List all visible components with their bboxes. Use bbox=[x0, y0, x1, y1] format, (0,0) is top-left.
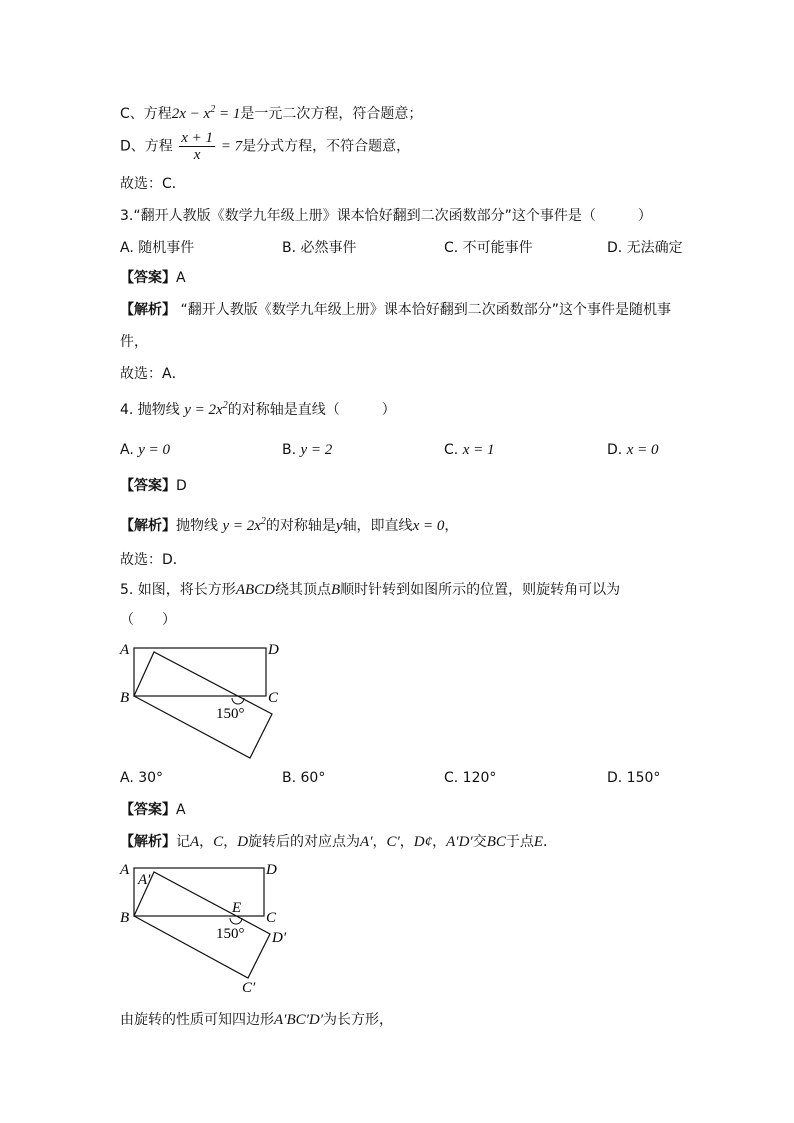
label-a: A bbox=[120, 862, 130, 878]
answer-5: 【答案】A bbox=[120, 802, 186, 818]
label-a: A bbox=[120, 642, 130, 658]
label-b: B bbox=[120, 690, 130, 706]
explanation-5: 【解析】记A，C，D旋转后的对应点为A′，C′，D¢，A′D′交BC于点E． bbox=[120, 834, 558, 850]
q4-option-d: D. x = 0 bbox=[607, 442, 659, 458]
select-answer-4: 故选：D． bbox=[120, 552, 187, 568]
text: 是一元二次方程，符合题意； bbox=[240, 106, 423, 122]
question-5: 5. 如图，将长方形ABCD绕其顶点B顺时针转到如图所示的位置，则旋转角可以为 bbox=[120, 582, 621, 598]
label-a-prime: A′ bbox=[138, 872, 151, 888]
select-answer-3: 故选：A． bbox=[120, 366, 186, 382]
q5-option-c: C. 120° bbox=[444, 770, 497, 786]
angle-arc bbox=[230, 918, 242, 924]
rectangle-abcd bbox=[134, 868, 264, 916]
text: 是分式方程，不符合题意， bbox=[242, 138, 411, 155]
fraction: $\frac{x + 1}{x}$ bbox=[181, 130, 214, 163]
q3-option-d: D. 无法确定 bbox=[607, 240, 683, 256]
equation-rhs: = 7 bbox=[217, 138, 243, 155]
figure-rotated-rectangle bbox=[112, 636, 292, 766]
angle-label: 150° bbox=[216, 706, 245, 722]
label-b: B bbox=[120, 910, 130, 926]
label-d-prime: D′ bbox=[272, 930, 287, 946]
q5-option-d: D. 150° bbox=[607, 770, 661, 786]
label-e: E bbox=[232, 900, 242, 916]
q4-option-a: A. y = 0 bbox=[120, 442, 171, 458]
rotated-rectangle bbox=[134, 652, 272, 758]
select-answer: 故选：C． bbox=[120, 176, 186, 192]
q4-option-c: C. x = 1 bbox=[444, 442, 495, 458]
q5-option-b: B. 60° bbox=[282, 770, 326, 786]
q3-option-a: A. 随机事件 bbox=[120, 240, 195, 256]
q3-option-c: C. 不可能事件 bbox=[444, 240, 533, 256]
option-c-explanation bbox=[120, 100, 422, 124]
answer-3: 【答案】A bbox=[120, 270, 186, 286]
figure-rotated-rectangle-labeled bbox=[112, 856, 312, 996]
label-c: C bbox=[266, 910, 277, 926]
conclusion: 由旋转的性质可知四边形A′BC′D′为长方形， bbox=[120, 1012, 394, 1028]
answer-4: 【答案】D bbox=[120, 478, 187, 494]
q4-option-b: B. y = 2 bbox=[282, 442, 333, 458]
explanation-3: 【解析】 “翻开人教版《数学九年级上册》课本恰好翻到二次函数部分”这个事件是随机事 bbox=[120, 302, 671, 318]
q5-option-a: A. 30° bbox=[120, 770, 164, 786]
text: D、方程 bbox=[120, 138, 173, 155]
question-5-paren: （ ） bbox=[120, 612, 176, 628]
explanation-4: 【解析】抛物线 $y = 2x^2$的对称轴是y轴，即直线x = 0， bbox=[120, 516, 459, 534]
rotated-rectangle bbox=[134, 872, 270, 978]
label-c-prime: C′ bbox=[242, 980, 256, 996]
text: C、方程 bbox=[120, 106, 172, 122]
label-c: C bbox=[268, 690, 279, 706]
rectangle-abcd bbox=[134, 648, 266, 696]
question-4: 4. 抛物线 $y = 2x^2$的对称轴是直线（ ） bbox=[120, 400, 396, 418]
label-d: D bbox=[266, 862, 277, 878]
option-d-explanation bbox=[120, 130, 410, 163]
equation: $2x - x^2 = 1$ bbox=[171, 104, 241, 122]
question-3: 3.“翻开人教版《数学九年级上册》课本恰好翻到二次函数部分”这个事件是（ ） bbox=[120, 208, 652, 224]
label-d: D bbox=[268, 642, 279, 658]
angle-label: 150° bbox=[216, 926, 245, 942]
q3-option-b: B. 必然事件 bbox=[282, 240, 357, 256]
explanation-3-cont: 件， bbox=[120, 334, 148, 350]
